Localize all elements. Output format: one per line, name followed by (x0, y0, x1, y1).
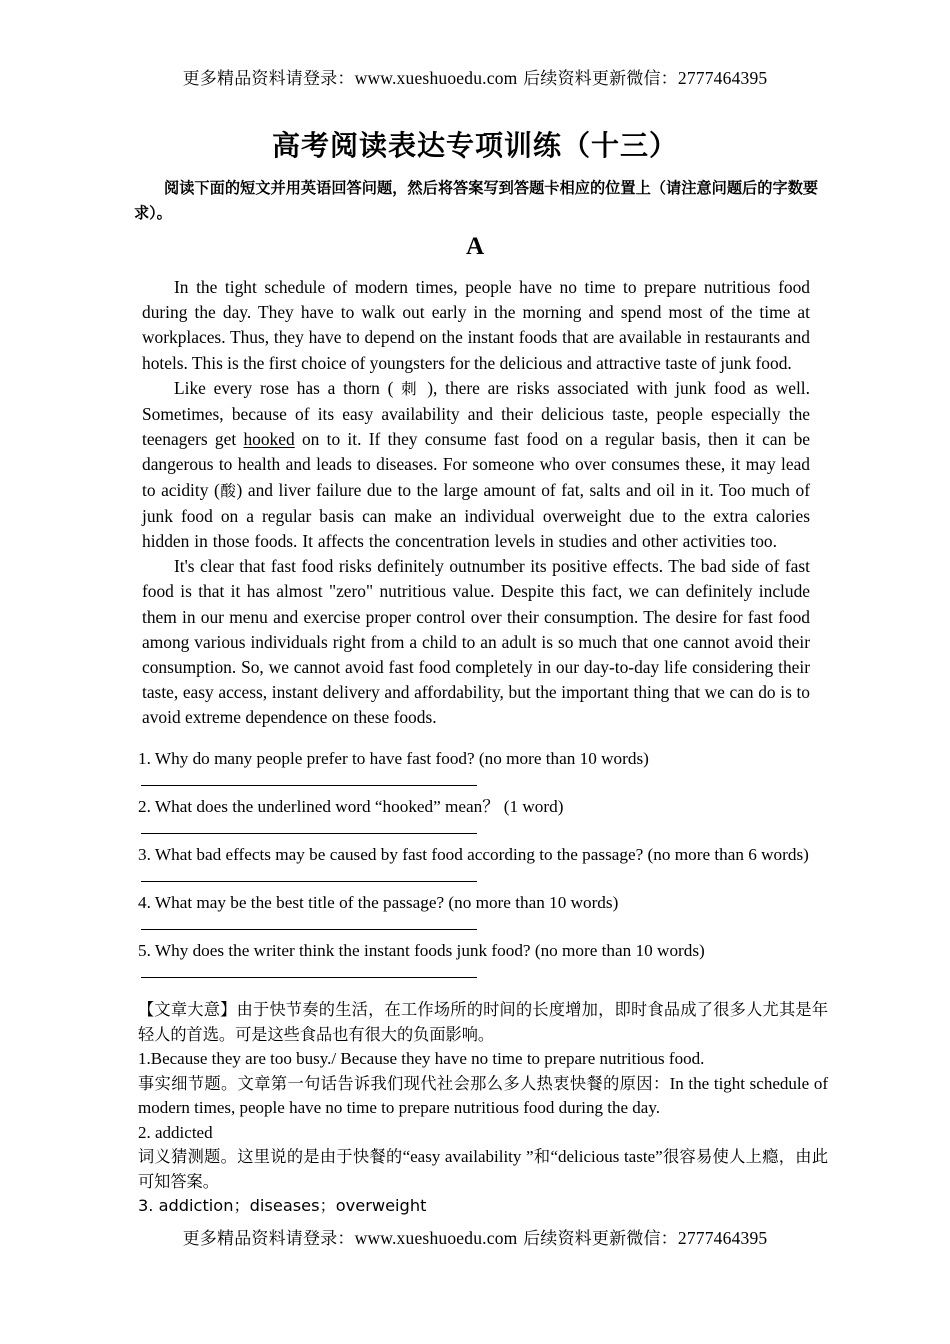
answer-note-2-part-b: 和 (533, 1147, 551, 1166)
answer-note-1 (138, 1072, 828, 1121)
answer-note-1-en: In the tight schedule of modern times, people have no time to prepare nutritious food during the day. (138, 1073, 828, 1117)
footer-cn-prefix: 更多精品资料请登录： (182, 1229, 355, 1249)
answer-note-2-part-c: 很容易使人上瘾，由此可知答案。 (138, 1147, 829, 1191)
answer-1: 1.Because they are too busy./ Because they have no time to prepare nutritious food. (138, 1049, 705, 1068)
section-letter-a: A (465, 233, 485, 260)
question-text-4: 4. What may be the best title of the passage? (no more than 10 words) (138, 893, 619, 912)
page-title: 高考阅读表达专项训练（十三） (271, 129, 678, 162)
footer-cn-suffix: 后续资料更新微信： (517, 1229, 678, 1249)
passage-paragraph-2 (142, 376, 810, 554)
answer-2: 2. addicted (138, 1122, 213, 1142)
header-cn-suffix: 后续资料更新微信： (517, 69, 678, 89)
answer-line-3[interactable] (141, 881, 477, 882)
underlined-word-hooked: hooked (243, 429, 295, 450)
question-text-1: 1. Why do many people prefer to have fast food? (no more than 10 words) (138, 749, 649, 768)
question-list (138, 748, 828, 988)
header-cn-prefix: 更多精品资料请登录： (182, 69, 355, 89)
header-url: www.xueshuoedu.com (354, 68, 518, 88)
question-item (138, 796, 828, 834)
passage-gist (138, 998, 828, 1047)
answer-note-2-quote-1: “easy availability ” (402, 1147, 534, 1166)
header-wechat-id: 2777464395 (677, 68, 768, 88)
p2-text-after-hooked: on to it. If they consume fast food on a regular basis, then it can be dangerous to health and leads to diseases. For someone who over consumes these, it may lead to acidity ( (142, 429, 810, 500)
acidity-gloss: 酸 (219, 481, 237, 500)
answer-line-2[interactable] (141, 833, 477, 834)
footer-wechat-id: 2777464395 (677, 1228, 768, 1248)
page-header (0, 64, 950, 89)
p2-text-after-thorn: ), there are risks associated with junk food as well. Sometimes, because of its easy availability and their delicious taste, people especially the teenagers get (142, 377, 810, 450)
answer-line-4[interactable] (141, 929, 477, 930)
p2-text-before-thorn: Like every rose has a thorn ( (174, 377, 402, 398)
question-item (138, 892, 828, 930)
answer-3: 3. addiction；diseases；overweight (138, 1196, 427, 1215)
passage-paragraph-3: It's clear that fast food risks definitely outnumber its positive effects. The bad side of fast food is that it has almost "zero" nutritious value. Despite this fact, we can definitely include them in our menu and exercise proper control over their consumption. The desire for fast food among various individuals right from a child to an adult is so much that one cannot avoid their consumption. So, we cannot avoid fast food completely in our day-to-day life considering their taste, easy access, instant delivery and affordability, but the important thing that we can do is to avoid extreme dependence on these foods. (142, 556, 810, 728)
answer-note-2 (138, 1145, 828, 1194)
gist-label: 【文章大意】 (138, 1000, 237, 1019)
answer-note-2-quote-2: “delicious taste” (550, 1147, 663, 1166)
instruction-text: 阅读下面的短文并用英语回答问题，然后将答案写到答题卡相应的位置上（请注意问题后的字数要求）。 (134, 179, 818, 222)
answer-note-2-part-a: 词义猜测题。这里说的是由于快餐的 (138, 1147, 403, 1166)
answer-key-section (138, 998, 828, 1219)
question-item (138, 940, 828, 978)
p2-text-tail: ) and liver failure due to the large amount of fat, salts and oil in it. Too much of junk food on a regular basis can make an individual overweight due to the extra calories hidden in those foods. It affects the concentration levels in studies and other activities too. (142, 479, 810, 552)
page-footer (0, 1224, 950, 1249)
answer-line-5[interactable] (141, 977, 477, 978)
question-text-2: 2. What does the underlined word “hooked” mean？ (1 word) (138, 797, 564, 816)
answer-note-1-cn: 事实细节题。文章第一句话告诉我们现代社会那么多人热衷快餐的原因： (138, 1073, 670, 1093)
question-item (138, 844, 828, 882)
answer-line-1[interactable] (141, 785, 477, 786)
question-text-3: 3. What bad effects may be caused by fast food according to the passage? (no more than 6 words) (138, 845, 809, 864)
thorn-gloss: 刺 (401, 379, 420, 398)
question-text-5: 5. Why does the writer think the instant foods junk food? (no more than 10 words) (138, 941, 705, 960)
gist-body: 由于快节奏的生活，在工作场所的时间的长度增加，即时食品成了很多人尤其是年轻人的首选。可是这些食品也有很大的负面影响。 (138, 1000, 828, 1044)
question-item (138, 748, 828, 786)
reading-passage (142, 275, 810, 731)
footer-url: www.xueshuoedu.com (354, 1228, 518, 1248)
passage-paragraph-1: In the tight schedule of modern times, people have no time to prepare nutritious food during the day. They have to walk out early in the morning and spend most of the time at workplaces. Thus, they have to depend on the instant foods that are available in restaurants and hotels. This is the first choice of youngsters for the delicious and attractive taste of junk food. (142, 277, 810, 373)
